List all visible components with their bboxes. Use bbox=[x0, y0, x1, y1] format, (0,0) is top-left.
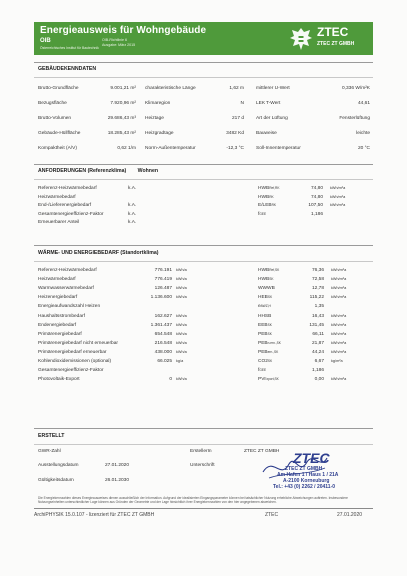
building-value: 3482 Kd bbox=[226, 131, 244, 136]
building-value: 1,62 m bbox=[229, 86, 244, 91]
indicator-subscript: ern.,SK bbox=[267, 349, 279, 354]
demand-value: 776.419 bbox=[154, 277, 172, 283]
ztec-logo-subtitle: ZTEC ZT GMBH bbox=[317, 41, 355, 47]
indicator-subscript: SK bbox=[267, 359, 273, 363]
building-label: Brutto-Volumen bbox=[38, 116, 72, 121]
demand-value: 66.025 bbox=[157, 359, 172, 364]
building-label: Art der Lüftung bbox=[256, 116, 288, 121]
requirement-label: Gesamtenergieeffizienz-Faktor bbox=[38, 211, 104, 217]
ersteller-label: ErstellerIn bbox=[190, 449, 212, 454]
indicator-subscript: GEE bbox=[259, 368, 267, 373]
demand-indicator-unit: kWh/m²a bbox=[331, 377, 347, 382]
indicator-code: WWWB bbox=[258, 286, 275, 292]
indicator-subscript: RK bbox=[271, 203, 277, 208]
building-label: LEK T-Wert bbox=[256, 101, 281, 106]
indicator-subscript: SK bbox=[267, 322, 272, 327]
building-value: 29.686,43 m³ bbox=[107, 116, 136, 121]
footer-software: ArchiPHYSIK 15.0.107 - lizenziert für ZTEC ZT GMBH bbox=[34, 512, 155, 518]
section-divider bbox=[34, 179, 373, 180]
demand-value: 438.000 bbox=[154, 349, 172, 355]
demand-indicator-unit: kWh/m²a bbox=[331, 313, 347, 318]
demand-label: Photovoltaik-Export bbox=[38, 377, 80, 383]
demand-indicator bbox=[258, 368, 266, 373]
indicator-subscript: Ref,RK bbox=[269, 186, 280, 190]
ztec-logo-name: ZTEC bbox=[317, 25, 349, 39]
requirement-indicator-value: 1,186 bbox=[310, 211, 323, 217]
demand-indicator bbox=[258, 341, 281, 346]
stamp-line-4: Tel.: +43 (0) 2262 / 20411-0 bbox=[273, 484, 336, 490]
demand-indicator-value: 12,78 bbox=[311, 286, 324, 292]
demand-indicator-unit: kWh/m²a bbox=[331, 286, 347, 291]
requirement-label: End-/Lieferenergiebedarf bbox=[38, 203, 92, 209]
demand-indicator bbox=[258, 377, 279, 382]
demand-value: 216.548 bbox=[154, 340, 172, 346]
demand-unit: kWh/a bbox=[176, 322, 187, 327]
demand-indicator bbox=[258, 286, 275, 291]
demand-unit: kWh/a bbox=[176, 331, 187, 336]
building-label: Kompaktheit (A/V) bbox=[38, 146, 77, 151]
demand-indicator-value: 44,24 bbox=[311, 349, 324, 355]
demand-label: Primärenergiebedarf bbox=[38, 331, 82, 337]
section-divider bbox=[34, 245, 373, 246]
demand-unit: kWh/a bbox=[176, 313, 187, 318]
demand-indicator-unit: kWh/m²a bbox=[331, 349, 347, 354]
indicator-code: HWB bbox=[258, 277, 270, 283]
demand-indicator-value: 6,67 bbox=[314, 359, 324, 364]
demand-unit: kWh/a bbox=[176, 286, 187, 291]
gueltigkeitsdatum-value: 26.01.2030 bbox=[105, 478, 130, 483]
demand-indicator-value: 16,43 bbox=[311, 313, 324, 319]
stamp-line-3: A-2100 Korneuburg bbox=[283, 478, 330, 484]
stamp-brand: ZTEC bbox=[293, 450, 330, 466]
building-value: 20 °C bbox=[357, 146, 370, 151]
building-label: Heiztage bbox=[145, 116, 164, 121]
indicator-code: HWB bbox=[258, 268, 270, 273]
section-divider bbox=[34, 444, 373, 445]
demand-indicator-unit: kWh/m²a bbox=[331, 340, 347, 345]
section-divider bbox=[34, 77, 373, 78]
demand-indicator-value: 0,00 bbox=[314, 377, 324, 383]
company-stamp bbox=[255, 446, 365, 501]
indicator-code: HEB bbox=[258, 295, 268, 301]
indicator-code: f bbox=[258, 368, 260, 374]
demand-indicator bbox=[258, 314, 271, 319]
demand-indicator-value: 115,22 bbox=[309, 295, 324, 301]
demand-indicator-value: 72,58 bbox=[311, 277, 324, 283]
demand-label: Kohlendioxidemissionen (optional) bbox=[38, 359, 112, 364]
demand-indicator bbox=[258, 332, 272, 337]
indicator-code: PEB bbox=[258, 349, 268, 355]
oib-logo: OIB bbox=[40, 38, 51, 44]
section-divider bbox=[34, 261, 373, 262]
requirement-indicator-unit: kWh/m²a bbox=[330, 194, 346, 199]
header-band bbox=[34, 22, 373, 55]
requirement-indicator-value: 107,50 bbox=[308, 203, 323, 209]
section-divider bbox=[34, 428, 373, 429]
building-value: 7.920,96 m² bbox=[110, 101, 136, 106]
oib-subtitle: Österreichisches Institut für Bautechnik bbox=[40, 46, 99, 50]
building-value: -12,3 °C bbox=[226, 146, 244, 151]
section-divider bbox=[34, 62, 373, 63]
building-value: 9.001,21 m² bbox=[110, 86, 136, 91]
indicator-subscript: GEE bbox=[259, 211, 267, 216]
building-value: 18.285,43 m² bbox=[107, 131, 136, 136]
requirement-label: Heizwärmebedarf bbox=[38, 194, 76, 200]
building-label: Soll-Innentemperatur bbox=[256, 146, 301, 151]
building-label: Bezugsfläche bbox=[38, 101, 67, 106]
demand-indicator-unit: kWh/m²a bbox=[331, 277, 347, 282]
indicator-subscript: SK bbox=[267, 295, 273, 300]
demand-unit: kWh/a bbox=[176, 268, 187, 272]
section-title-anforderungen bbox=[38, 168, 158, 174]
requirement-indicator bbox=[258, 212, 266, 217]
indicator-code: e bbox=[258, 304, 261, 310]
demand-indicator bbox=[258, 359, 272, 364]
building-label: charakteristische Länge bbox=[145, 86, 196, 91]
demand-label: Endenergiebedarf bbox=[38, 322, 77, 328]
indicator-code: HWB bbox=[258, 186, 270, 191]
demand-label: Gesamtenergieeffizienz-Faktor bbox=[38, 368, 104, 374]
demand-indicator bbox=[258, 350, 278, 355]
unterschrift-label: Unterschrift bbox=[190, 463, 215, 468]
oib-guideline: OIB-Richtlinie 6 bbox=[102, 38, 127, 42]
ausstellungsdatum-value: 27.01.2020 bbox=[105, 463, 130, 468]
indicator-subscript: AWZ,H bbox=[260, 304, 271, 309]
building-value: N bbox=[240, 101, 244, 106]
demand-label: Referenz-Heizwärmebedarf bbox=[38, 268, 97, 273]
requirement-label: Referenz-Heizwärmebedarf bbox=[38, 186, 97, 191]
indicator-code: PEB bbox=[258, 340, 268, 346]
requirement-value: k.A. bbox=[128, 186, 137, 191]
requirement-indicator-value: 74,80 bbox=[310, 186, 323, 191]
building-label: Norm-Außentemperatur bbox=[145, 146, 196, 151]
building-label: Klimaregion bbox=[145, 101, 171, 106]
demand-label: Energieaufwandszahl Heizen bbox=[38, 304, 101, 310]
indicator-code: PV bbox=[258, 377, 265, 383]
demand-indicator-value: 1,186 bbox=[311, 368, 324, 374]
demand-indicator-value: 66,11 bbox=[312, 331, 324, 337]
demand-value: 162.627 bbox=[154, 313, 172, 319]
oib-edition: Ausgabe: März 2015 bbox=[102, 42, 136, 47]
footer-date: 27.01.2020 bbox=[337, 512, 363, 518]
building-label: Bauweise bbox=[256, 131, 277, 136]
demand-indicator-value: 21,87 bbox=[311, 340, 324, 346]
indicator-subscript: SK bbox=[267, 331, 272, 336]
indicator-subscript: n.ern.,SK bbox=[267, 340, 281, 345]
section-title-waermebedarf: WÄRME- UND ENERGIEBEDARF (Standortklima) bbox=[38, 250, 159, 256]
gwr-label: GWR-Zahl bbox=[38, 449, 61, 454]
requirement-indicator-value: 74,80 bbox=[310, 194, 323, 200]
demand-indicator-unit: kg/m²a bbox=[331, 359, 343, 363]
requirement-value: k.A. bbox=[128, 211, 137, 217]
demand-value: 0 bbox=[169, 377, 172, 383]
section-title-erstellt: ERSTELLT bbox=[38, 433, 65, 439]
gueltigkeitsdatum-label: Gültigkeitsdatum bbox=[38, 478, 74, 483]
demand-unit: kWh/a bbox=[176, 377, 187, 382]
demand-indicator bbox=[258, 268, 279, 273]
requirement-indicator bbox=[258, 186, 279, 191]
demand-unit: kWh/a bbox=[176, 295, 187, 300]
demand-label: Heizenergiebedarf bbox=[38, 295, 78, 301]
indicator-subscript: Export,SK bbox=[264, 377, 279, 382]
demand-unit: kWh/a bbox=[176, 349, 187, 354]
demand-indicator-unit: kWh/m²a bbox=[331, 295, 347, 300]
ztec-logo bbox=[287, 24, 367, 54]
section-divider bbox=[34, 164, 373, 165]
building-value: 0,336 W/m²K bbox=[342, 86, 370, 91]
demand-indicator-value: 76,36 bbox=[311, 268, 324, 273]
ersteller-value: ZTEC ZT GMBH bbox=[244, 449, 280, 454]
demand-label: Heizwärmebedarf bbox=[38, 277, 76, 283]
building-value: 44,61 bbox=[357, 101, 370, 106]
indicator-code: HWB bbox=[258, 194, 270, 200]
demand-label: Primärenergiebedarf nicht erneuerbar bbox=[38, 340, 118, 346]
building-value: Fensterlüftung bbox=[339, 116, 370, 121]
indicator-code: f bbox=[258, 211, 260, 217]
demand-unit: kg/a bbox=[176, 359, 184, 363]
anforderungen-title: ANFORDERUNGEN (Referenzklima) bbox=[38, 168, 127, 174]
indicator-code: PEB bbox=[258, 331, 268, 337]
demand-indicator-unit: kWh/m²a bbox=[331, 268, 347, 272]
section-title-gebaeudekenndaten: GEBÄUDEKENNDATEN bbox=[38, 66, 97, 72]
demand-indicator bbox=[258, 295, 272, 300]
demand-indicator-value: 131,45 bbox=[309, 322, 324, 328]
demand-indicator bbox=[258, 323, 272, 328]
indicator-code: EEB bbox=[258, 322, 268, 328]
building-value: 217 d bbox=[231, 116, 244, 121]
indicator-subscript: SK bbox=[269, 277, 274, 282]
indicator-subscript: Ref,SK bbox=[269, 268, 280, 272]
requirement-value: k.A. bbox=[128, 220, 137, 226]
demand-value: 1.136.600 bbox=[150, 295, 172, 301]
requirement-indicator-unit: kWh/m²a bbox=[330, 186, 346, 190]
document-title: Energieausweis für Wohngebäude bbox=[40, 25, 207, 36]
demand-value: 126.487 bbox=[154, 286, 172, 292]
demand-value: 776.191 bbox=[154, 268, 172, 273]
footer-company: ZTEC bbox=[265, 512, 279, 518]
eagle-crest-icon bbox=[289, 26, 313, 52]
building-value: leichte bbox=[356, 131, 370, 136]
anforderungen-usage: Wohnen bbox=[137, 168, 159, 174]
demand-indicator-unit: kWh/m²a bbox=[331, 322, 347, 327]
requirement-indicator bbox=[258, 203, 276, 208]
requirement-indicator bbox=[258, 195, 274, 200]
oib-guideline-info bbox=[102, 38, 135, 47]
demand-label: Warmwasserwärmebedarf bbox=[38, 286, 94, 292]
demand-indicator bbox=[258, 277, 273, 282]
demand-indicator-value: 1,35 bbox=[314, 304, 324, 310]
demand-label: Haushaltsstrombedarf bbox=[38, 313, 85, 319]
requirement-indicator-unit: kWh/m²a bbox=[330, 203, 346, 208]
footer-divider bbox=[34, 508, 373, 509]
building-label: Brutto-Grundfläche bbox=[38, 86, 79, 91]
indicator-code: CO2 bbox=[258, 359, 268, 364]
disclaimer-text: Die Energiekennzahlen dieses Energieausweises dienen ausschließlich der Information. Aufgrund der idealisierten Eingangsparameter können bei tatsächlicher Nutzung erhebliche Abweichungen auftreten. Insbesondere Nutzungseinheiten unterschiedlicher Lage können aus Gründen der Geometrie und der Lage hinsichtlich ihrer Energiekennzahlen von den hier angegebenen abweichen. bbox=[38, 496, 348, 504]
demand-value: 1.361.437 bbox=[150, 322, 172, 328]
building-label: Heizgradtage bbox=[145, 131, 174, 136]
ausstellungsdatum-label: Ausstellungsdatum bbox=[38, 463, 79, 468]
requirement-label: Erneuerbarer Anteil bbox=[38, 220, 80, 226]
demand-label: Primärenergiebedarf erneuerbar bbox=[38, 349, 107, 355]
demand-unit: kWh/a bbox=[176, 340, 187, 345]
indicator-code: HHSB bbox=[258, 313, 272, 319]
demand-value: 654.548 bbox=[154, 331, 172, 337]
building-label: Gebäude-Hüllfläche bbox=[38, 131, 81, 136]
indicator-code: E/LEB bbox=[258, 203, 272, 209]
demand-indicator bbox=[258, 304, 271, 309]
indicator-subscript: RK bbox=[269, 194, 274, 199]
demand-unit: kWh/a bbox=[176, 277, 187, 282]
requirement-value: k.A. bbox=[128, 203, 137, 209]
building-label: mittlerer U-Wert bbox=[256, 86, 290, 91]
stamp-line-2: Am Hafen 1 / Haus 1 / 21A bbox=[277, 472, 339, 478]
demand-indicator-unit: kWh/m²a bbox=[331, 331, 347, 336]
building-value: 0,62 1/m bbox=[117, 146, 136, 151]
stamp-line-1: ZTEC ZT GMBH bbox=[285, 466, 323, 472]
